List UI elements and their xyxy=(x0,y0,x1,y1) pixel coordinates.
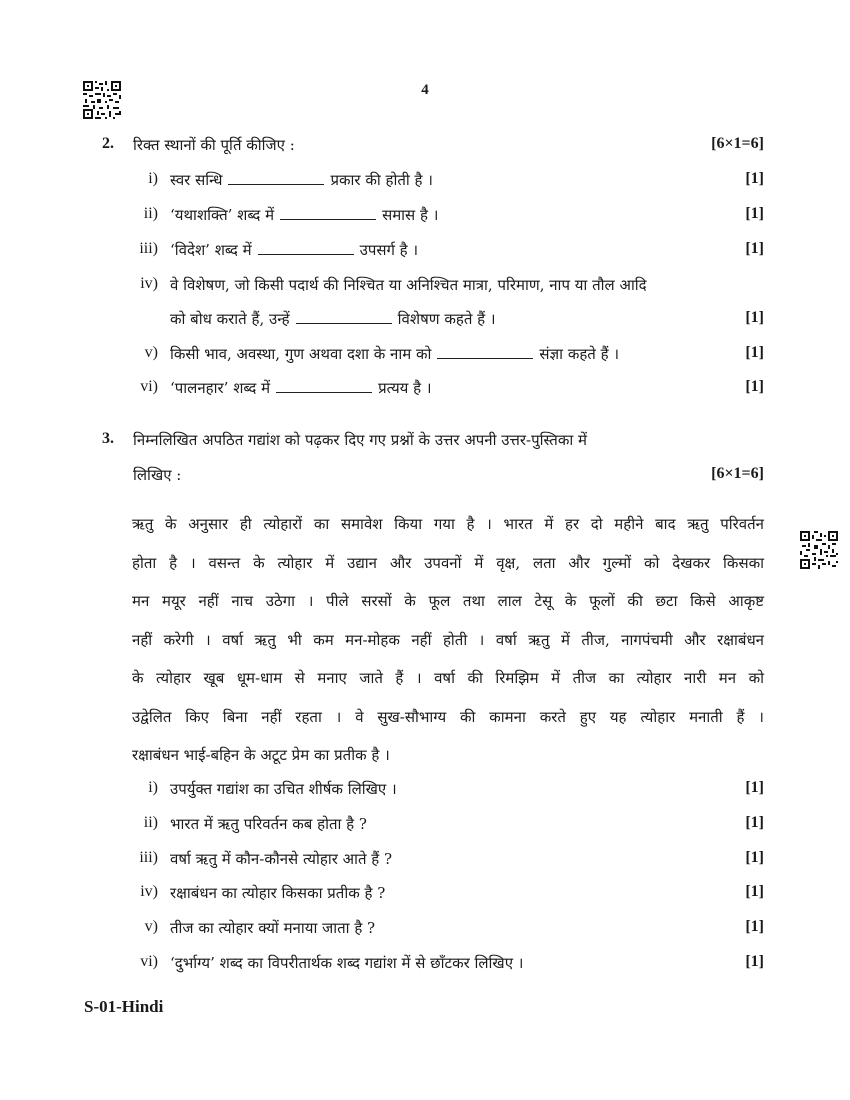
q2-item-text: को बोध कराते हैं, उन्हें xyxy=(170,310,290,328)
passage-line: उद्वेलित किए बिना नहीं रहता । वे सुख-सौभाग्य की कामना करते हुए यह त्योहार मनाती हैं । xyxy=(132,708,764,726)
q2-item-marks: [1] xyxy=(745,309,764,326)
q3-number: 3. xyxy=(102,430,114,447)
q3-question-marks: [1] xyxy=(745,779,764,796)
fill-blank xyxy=(437,344,533,359)
q2-item xyxy=(170,309,496,329)
q2-item-marks: [1] xyxy=(745,170,764,187)
q2-item-roman: iii) xyxy=(139,240,158,257)
qr-code-right xyxy=(800,531,838,569)
q3-question-marks: [1] xyxy=(745,883,764,900)
q3-question-roman: iii) xyxy=(139,849,158,866)
q2-item-text: समास है । xyxy=(382,206,439,224)
q3-question-text: भारत में ऋतु परिवर्तन कब होता है ? xyxy=(170,815,367,833)
q3-question-text: उपर्युक्त गद्यांश का उचित शीर्षक लिखिए । xyxy=(170,780,397,798)
q2-item-marks: [1] xyxy=(745,205,764,222)
q3-question-text: ‘दुर्भाग्य’ शब्द का विपरीतार्थक शब्द गद्यांश में से छाँटकर लिखिए । xyxy=(170,954,524,972)
q2-item xyxy=(170,170,433,190)
q2-item-text: प्रत्यय है । xyxy=(378,379,432,397)
q2-item-roman: i) xyxy=(148,170,158,187)
q2-item-marks: [1] xyxy=(745,344,764,361)
q2-item xyxy=(170,205,438,225)
q3-question-marks: [1] xyxy=(745,849,764,866)
q2-item-text: प्रकार की होती है । xyxy=(330,171,433,189)
fill-blank xyxy=(276,378,372,393)
q3-question-roman: iv) xyxy=(140,883,158,900)
passage-line: होता है । वसन्त के त्योहार में उद्यान और उपवनों में वृक्ष, लता और गुल्मों को देखकर किसका xyxy=(132,554,764,572)
q3-marks: [6×1=6] xyxy=(711,465,764,482)
q2-marks: [6×1=6] xyxy=(711,135,764,152)
q2-item-text: स्वर सन्धि xyxy=(170,171,223,189)
q2-item-text: विशेषण कहते हैं । xyxy=(397,310,496,328)
q2-item-text: संज्ञा कहते हैं । xyxy=(539,345,620,363)
passage-line: नहीं करेगी । वर्षा ऋतु भी कम मन-मोहक नहीं होती । वर्षा ऋतु में तीज, नागपंचमी और रक्षाबंधन xyxy=(132,631,764,649)
fill-blank xyxy=(296,309,392,324)
q3-question-roman: i) xyxy=(148,779,158,796)
q2-item-line1: वे विशेषण, जो किसी पदार्थ की निश्चित या अनिश्चित मात्रा, परिमाण, नाप या तौल आदि xyxy=(170,276,647,294)
q2-item xyxy=(170,344,619,364)
q2-item-roman: ii) xyxy=(143,205,158,222)
q2-number: 2. xyxy=(102,135,114,152)
q2-item-roman: iv) xyxy=(140,275,158,292)
passage-line: रक्षाबंधन भाई-बहिन के अटूट प्रेम का प्रतीक है । xyxy=(132,746,390,764)
q2-item-text: उपसर्ग है । xyxy=(359,241,419,259)
page-number: 4 xyxy=(421,82,429,98)
q2-item-text: ‘विदेश’ शब्द में xyxy=(170,241,252,259)
q2-item xyxy=(170,378,432,398)
q3-question-text: तीज का त्योहार क्यों मनाया जाता है ? xyxy=(170,919,376,937)
fill-blank xyxy=(258,240,354,255)
q3-question-roman: ii) xyxy=(143,814,158,831)
q3-question-marks: [1] xyxy=(745,814,764,831)
q3-title-line1: निम्नलिखित अपठित गद्यांश को पढ़कर दिए गए प्रश्नों के उत्तर अपनी उत्तर-पुस्तिका में xyxy=(133,431,587,449)
q2-item xyxy=(170,240,418,260)
q3-question-marks: [1] xyxy=(745,918,764,935)
q3-question-text: वर्षा ऋतु में कौन-कौनसे त्योहार आते हैं ? xyxy=(170,850,393,868)
fill-blank xyxy=(228,170,324,185)
q3-question-text: रक्षाबंधन का त्योहार किसका प्रतीक है ? xyxy=(170,884,386,902)
q2-item-marks: [1] xyxy=(745,378,764,395)
fill-blank xyxy=(280,205,376,220)
q2-title: रिक्त स्थानों की पूर्ति कीजिए : xyxy=(133,136,295,154)
q2-item-text: किसी भाव, अवस्था, गुण अथवा दशा के नाम को xyxy=(170,345,432,363)
q3-question-roman: vi) xyxy=(140,953,158,970)
q2-item-marks: [1] xyxy=(745,240,764,257)
passage-line: मन मयूर नहीं नाच उठेगा । पीले सरसों के फूल तथा लाल टेसू के फूलों की छटा किसे आकृष्ट xyxy=(132,592,764,610)
q2-item-text: ‘पालनहार’ शब्द में xyxy=(170,379,271,397)
footer-code: S-01-Hindi xyxy=(84,997,164,1016)
passage-line: ऋतु के अनुसार ही त्योहारों का समावेश किया गया है । भारत में हर दो महीने बाद ऋतु परिवर्तन xyxy=(132,515,764,533)
q2-item-roman: v) xyxy=(144,344,158,361)
q3-question-marks: [1] xyxy=(745,953,764,970)
q2-item-roman: vi) xyxy=(140,378,158,395)
q2-item-text: ‘यथाशक्ति’ शब्द में xyxy=(170,206,275,224)
q3-question-roman: v) xyxy=(144,918,158,935)
passage-line: के त्योहार खूब धूम-धाम से मनाए जाते हैं । वर्षा की रिमझिम में तीज का त्योहार नारी मन को xyxy=(132,669,764,687)
q3-title-line2: लिखिए : xyxy=(133,466,182,484)
